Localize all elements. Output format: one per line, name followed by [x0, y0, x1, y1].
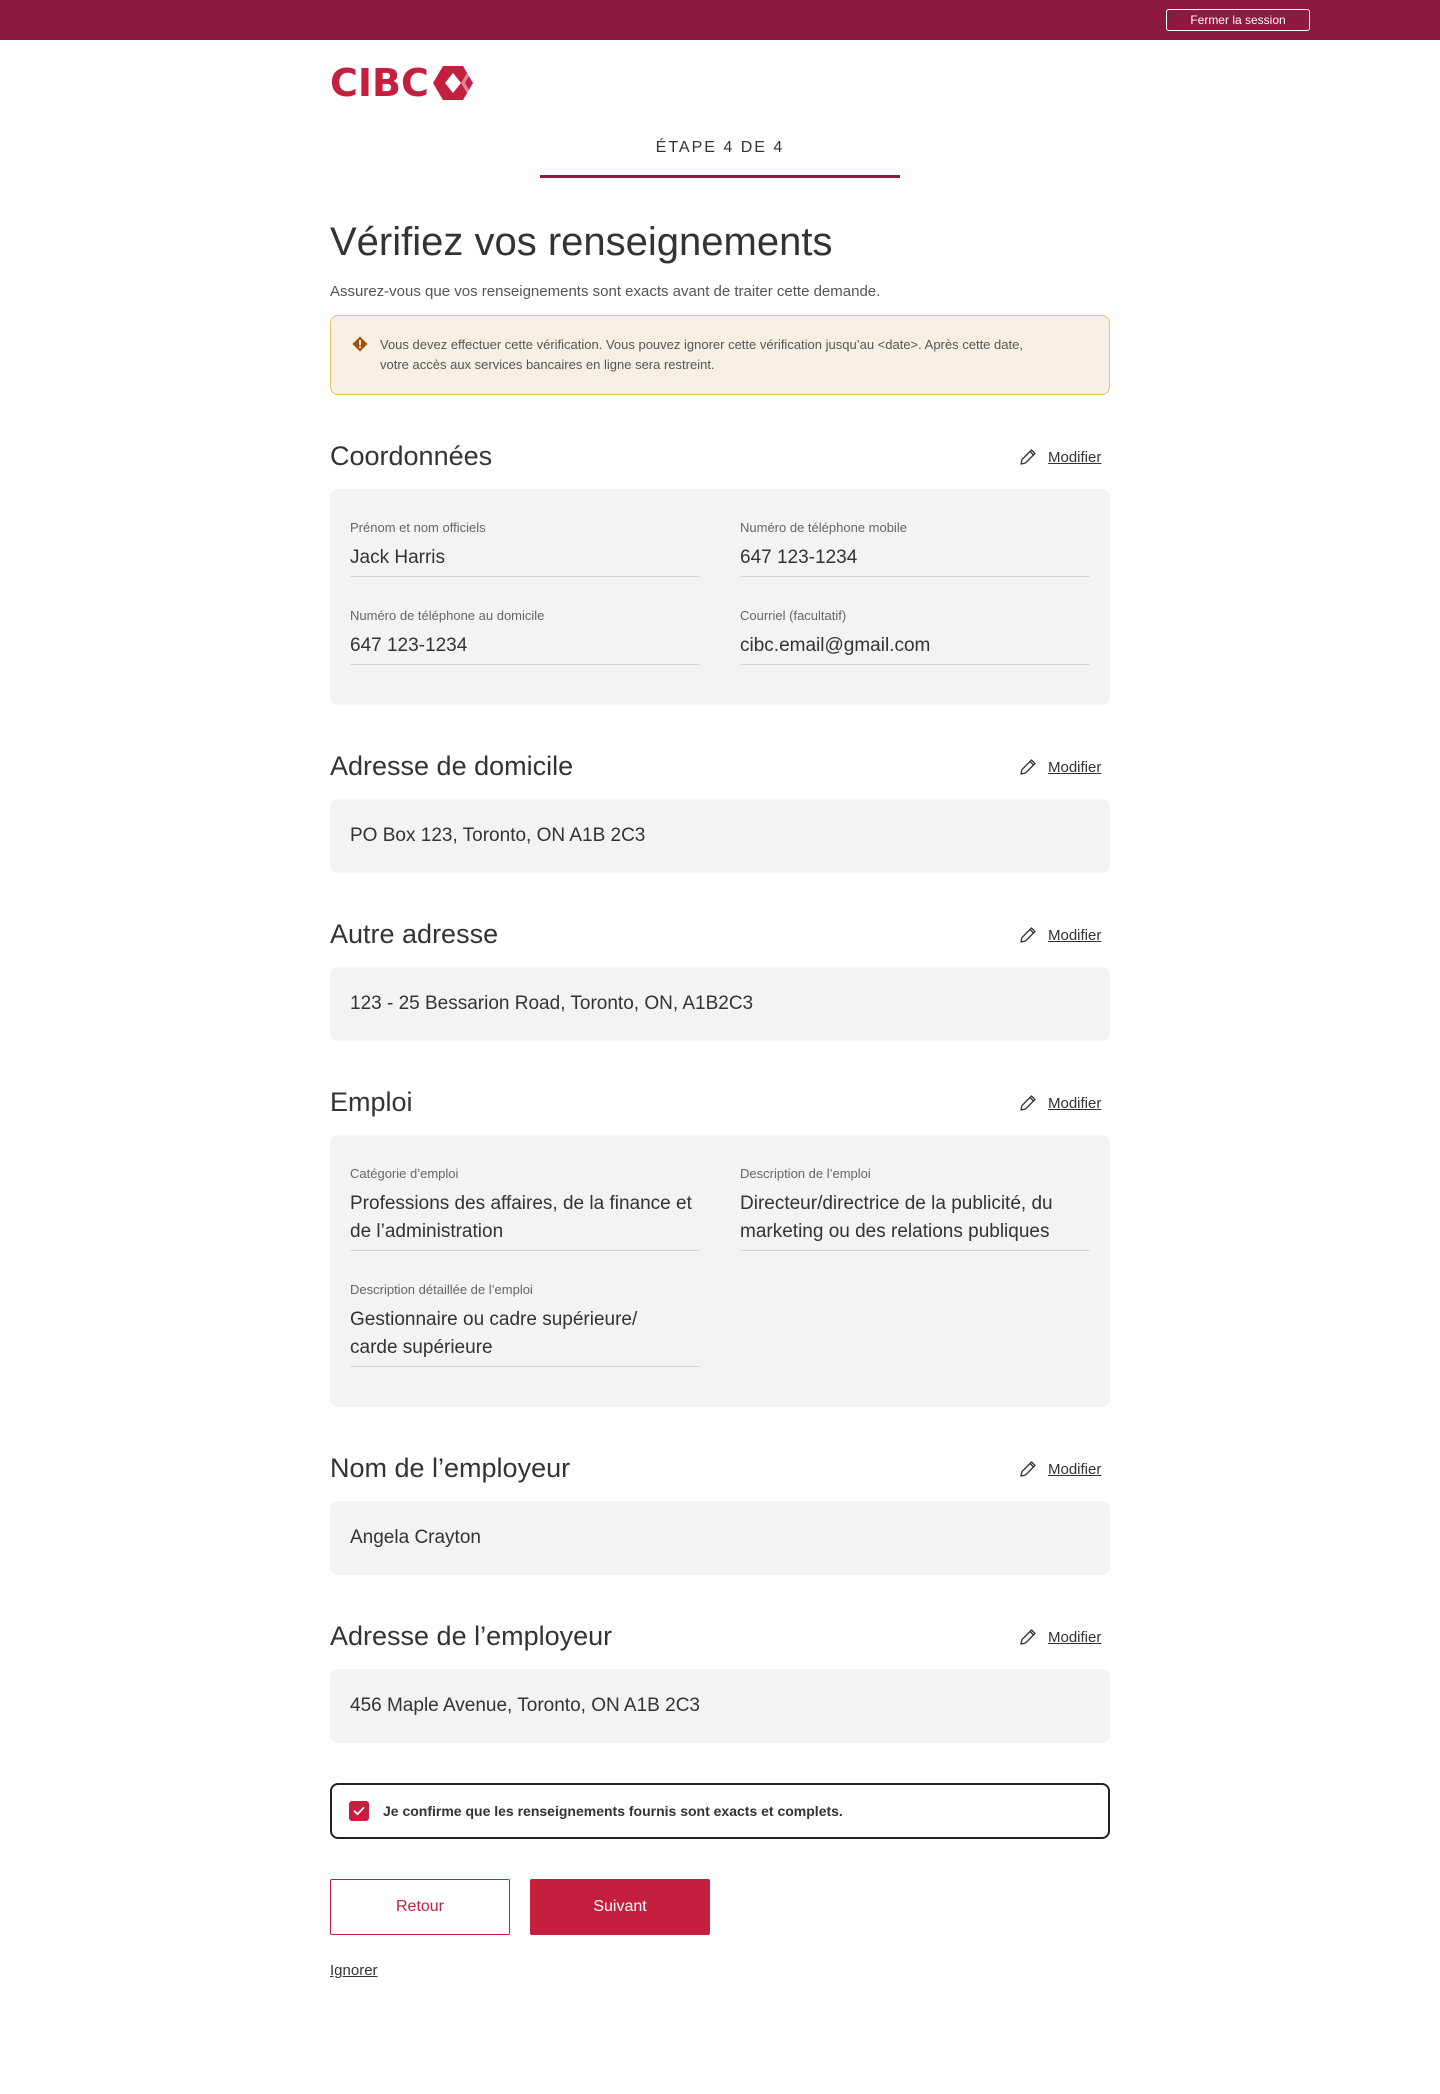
- logout-button[interactable]: Fermer la session: [1166, 9, 1310, 31]
- edit-employer-address-button[interactable]: [1018, 1627, 1101, 1647]
- employer-name-card: [330, 1501, 1110, 1575]
- step-progress-bar: [540, 175, 900, 178]
- other-address-card: [330, 967, 1110, 1041]
- confirmation-label: Je confirme que les renseignements fournis sont exacts et complets.: [383, 1803, 843, 1819]
- pencil-icon: [1018, 925, 1038, 945]
- field-value-line-2: carde supérieure: [350, 1337, 493, 1358]
- edit-home-address-button[interactable]: [1018, 757, 1101, 777]
- section-title-employer-name: Nom de l’employeur: [330, 1453, 571, 1483]
- alert-text-line-2: votre accès aux services bancaires en ligne sera restreint.: [380, 357, 715, 372]
- section-title-other-address: Autre adresse: [330, 919, 499, 949]
- section-title-contact: Coordonnées: [330, 441, 493, 471]
- field-home-phone: [350, 608, 700, 665]
- pencil-icon: [1018, 447, 1038, 467]
- edit-other-address-button[interactable]: [1018, 925, 1101, 945]
- field-value: [350, 1190, 700, 1246]
- field-email: [740, 608, 1090, 665]
- home-address-card: [330, 799, 1110, 873]
- employer-address-card: [330, 1669, 1110, 1743]
- back-button[interactable]: Retour: [330, 1879, 510, 1935]
- field-label: Courriel (facultatif): [740, 608, 847, 623]
- edit-label: Modifier: [1048, 926, 1102, 944]
- edit-employment-button[interactable]: [1018, 1093, 1101, 1113]
- employer-name-value: Angela Crayton: [350, 1527, 481, 1548]
- edit-label: Modifier: [1048, 1628, 1102, 1646]
- field-legal-name: [350, 520, 700, 577]
- pencil-icon: [1018, 1093, 1038, 1113]
- page-subtitle: Assurez-vous que vos renseignements sont exacts avant de traiter cette demande.: [330, 283, 881, 300]
- next-button[interactable]: Suivant: [530, 1879, 710, 1935]
- field-value: [740, 1190, 1090, 1246]
- alert-text-line-1: Vous devez effectuer cette vérification. Vous pouvez ignorer cette vérification jusqu’au <date>. Après cette date,: [380, 337, 1023, 352]
- edit-label: Modifier: [1048, 758, 1102, 776]
- field-value-line-1: Professions des affaires, de la finance et: [350, 1193, 692, 1214]
- field-value: Jack Harris: [350, 547, 446, 568]
- field-value-line-2: marketing ou des relations publiques: [740, 1221, 1050, 1242]
- employment-card: [330, 1135, 1110, 1407]
- field-value: [350, 1306, 700, 1362]
- field-value-line-1: Directeur/directrice de la publicité, du: [740, 1193, 1053, 1214]
- warning-alert: [330, 315, 1110, 395]
- home-address-value: PO Box 123, Toronto, ON A1B 2C3: [350, 825, 646, 846]
- edit-label: Modifier: [1048, 1094, 1102, 1112]
- skip-link[interactable]: Ignorer: [330, 1962, 378, 1979]
- logo-wordmark: CIBC: [330, 61, 429, 105]
- edit-label: Modifier: [1048, 1460, 1102, 1478]
- edit-employer-name-button[interactable]: [1018, 1459, 1101, 1479]
- logo-diamond-icon: [431, 64, 475, 102]
- pencil-icon: [1018, 757, 1038, 777]
- field-label: Description de l’emploi: [740, 1166, 871, 1181]
- field-label: Numéro de téléphone mobile: [740, 520, 907, 535]
- section-title-home-address: Adresse de domicile: [330, 751, 574, 781]
- field-mobile-phone: [740, 520, 1090, 577]
- pencil-icon: [1018, 1459, 1038, 1479]
- confirmation-checkbox-row[interactable]: [330, 1783, 1110, 1839]
- page-title: Vérifiez vos renseignements: [330, 220, 833, 264]
- cibc-logo[interactable]: [330, 62, 475, 104]
- field-value: 647 123-1234: [350, 635, 468, 656]
- section-title-employment: Emploi: [330, 1087, 413, 1117]
- contact-card: [330, 489, 1110, 705]
- warning-icon: [352, 336, 368, 352]
- checkmark-icon: [352, 1804, 366, 1818]
- field-detailed-job-description: [350, 1282, 700, 1367]
- employer-address-value: 456 Maple Avenue, Toronto, ON A1B 2C3: [350, 1695, 700, 1716]
- confirmation-checkbox[interactable]: [349, 1801, 369, 1821]
- step-indicator: ÉTAPE 4 DE 4: [655, 139, 785, 156]
- field-label: Description détaillée de l’emploi: [350, 1282, 533, 1297]
- field-value-line-2: de l’administration: [350, 1221, 504, 1242]
- field-employment-category: [350, 1166, 700, 1251]
- other-address-value: 123 - 25 Bessarion Road, Toronto, ON, A1B2C3: [350, 993, 754, 1014]
- top-bar: [0, 0, 1440, 40]
- field-value: cibc.email@gmail.com: [740, 635, 931, 656]
- field-job-description: [740, 1166, 1090, 1251]
- section-title-employer-address: Adresse de l’employeur: [330, 1621, 613, 1651]
- field-label: Catégorie d’emploi: [350, 1166, 459, 1181]
- field-label: Prénom et nom officiels: [350, 520, 486, 535]
- field-label: Numéro de téléphone au domicile: [350, 608, 545, 623]
- pencil-icon: [1018, 1627, 1038, 1647]
- field-value-line-1: Gestionnaire ou cadre supérieure/: [350, 1309, 638, 1330]
- edit-label: Modifier: [1048, 448, 1102, 466]
- field-value: 647 123-1234: [740, 547, 858, 568]
- edit-contact-button[interactable]: [1018, 447, 1101, 467]
